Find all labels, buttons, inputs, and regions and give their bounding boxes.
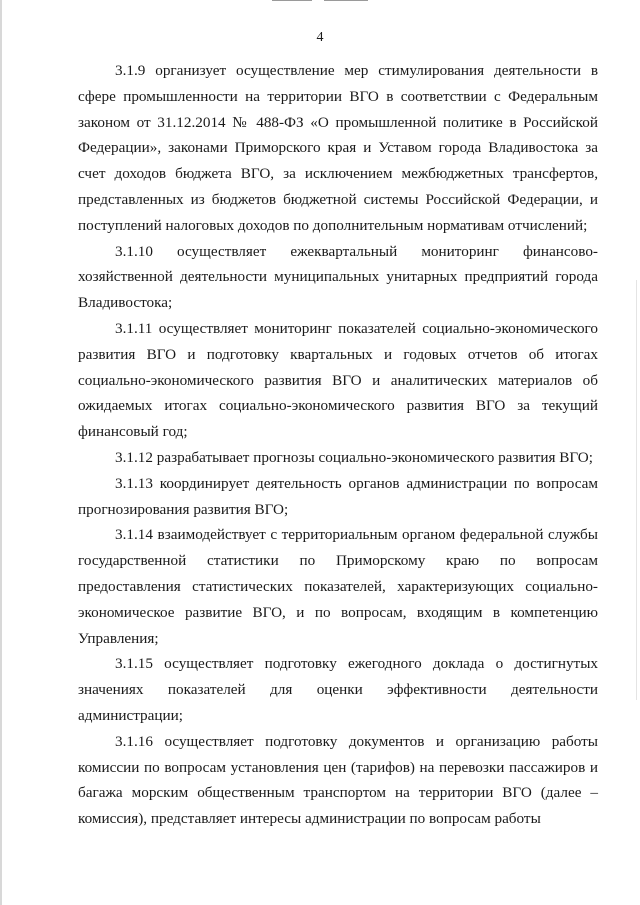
scan-edge-left — [0, 0, 2, 905]
paragraph-3-1-11: 3.1.11 осуществляет мониторинг показателей социально-экономического развития ВГО и подготовку квартальных и годовых отчетов об итогах социально-экономического развития ВГО и аналитических материалов об ожидаемых итогах социально-экономического развития ВГО за текущий финансовый год; — [78, 319, 598, 441]
paragraph-3-1-14: 3.1.14 взаимодействует с территориальным органом федеральной службы государственной статистики по Приморскому краю по вопросам предоставления статистических показателей, характеризующих социально-экономическое развитие ВГО, и по вопросам, входящим в компетенцию Управления; — [78, 526, 598, 647]
scan-edge-right — [636, 280, 637, 700]
paragraph-3-1-16: 3.1.16 осуществляет подготовку документов и организацию работы комиссии по вопросам установления цен (тарифов) на перевозки пассажиров и багажа морским общественным транспортом на территории ВГО (далее – комиссия), представляет интересы администрации по вопросам работы — [78, 732, 598, 828]
scan-top-marks — [272, 0, 368, 2]
paragraph-3-1-12: 3.1.12 разрабатывает прогнозы социально-экономического развития ВГО; — [115, 448, 593, 466]
page-number: 4 — [316, 30, 324, 45]
paragraph-3-1-13: 3.1.13 координирует деятельность органов администрации по вопросам прогнозирования развития ВГО; — [78, 474, 598, 518]
paragraph-3-1-15: 3.1.15 осуществляет подготовку ежегодного доклада о достигнутых значениях показателей для оценки эффективности деятельности администрации; — [78, 655, 598, 724]
paragraph-3-1-9: 3.1.9 организует осуществление мер стимулирования деятельности в сфере промышленности на территории ВГО в соответствии с Федеральным законом от 31.12.2014 № 488-ФЗ «О промышленной политике в Российской Федерации», законами Приморского края и Уставом города Владивостока за счет доходов бюджета ВГО, за исключением межбюджетных трансфертов, представленных из бюджетов бюджетной системы Российской Федерации, и поступлений налоговых доходов по дополнительным нормативам отчислений; — [78, 62, 598, 234]
document-body — [78, 58, 598, 832]
paragraph-3-1-10: 3.1.10 осуществляет ежеквартальный мониторинг финансово-хозяйственной деятельности муниципальных унитарных предприятий города Владивостока; — [78, 242, 598, 312]
